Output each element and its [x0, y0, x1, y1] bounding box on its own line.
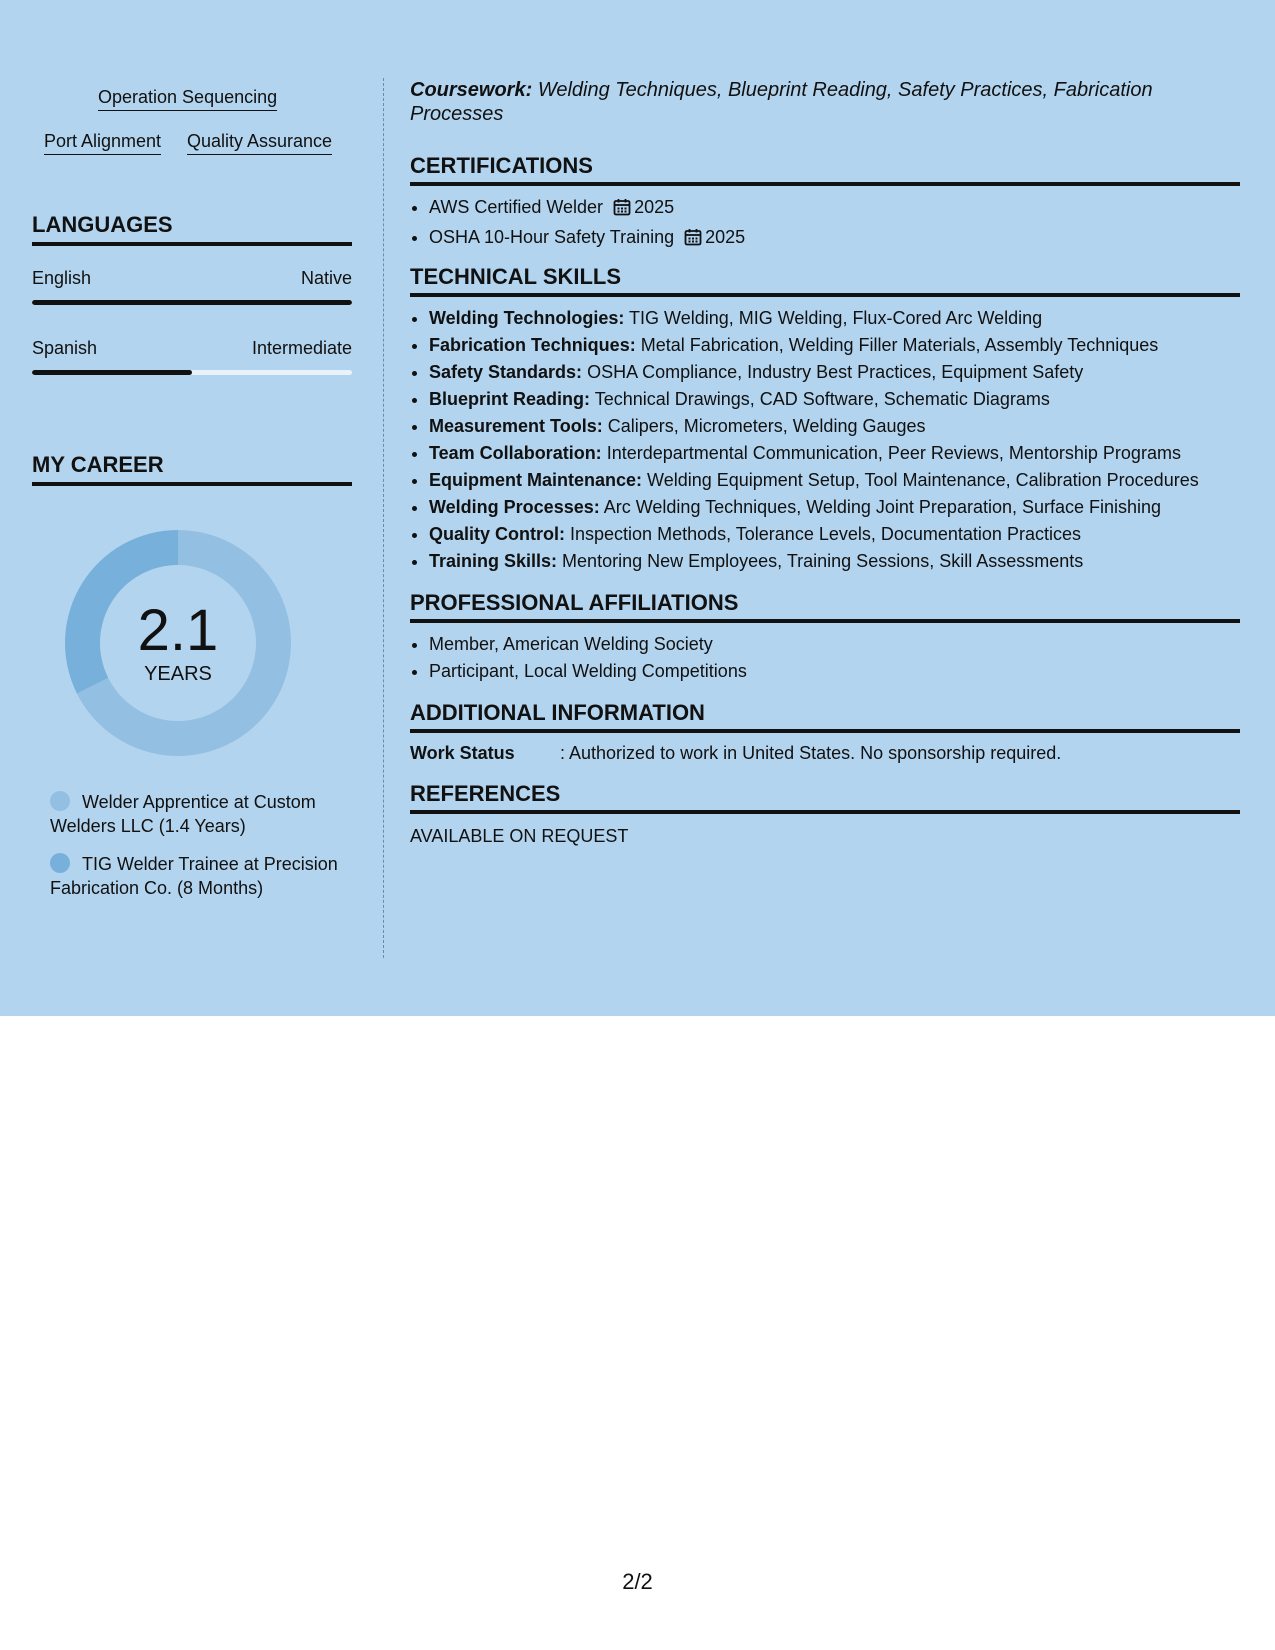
career-item	[50, 790, 340, 838]
career-dot-icon	[50, 853, 70, 873]
affiliations-section	[410, 590, 1240, 685]
skill-tag: Port Alignment	[44, 129, 161, 155]
skill-values: Arc Welding Techniques, Welding Joint Preparation, Surface Finishing	[603, 497, 1162, 517]
certification-name: OSHA 10-Hour Safety Training	[429, 227, 675, 247]
main-content	[410, 78, 1240, 846]
certifications-heading: CERTIFICATIONS	[410, 153, 1240, 186]
technical-skill-item	[429, 521, 1240, 548]
affiliations-list	[410, 631, 1240, 685]
technical-skill-item	[429, 494, 1240, 521]
skill-values: TIG Welding, MIG Welding, Flux-Cored Arc Welding	[629, 308, 1043, 328]
calendar-icon	[613, 197, 631, 224]
references-section	[410, 781, 1240, 848]
coursework	[410, 78, 1240, 126]
work-status-label: Work Status	[410, 743, 515, 763]
skill-values: Welding Equipment Setup, Tool Maintenance, Calibration Procedures	[647, 470, 1199, 490]
skill-category: Welding Technologies:	[429, 308, 625, 328]
skill-values: Interdepartmental Communication, Peer Reviews, Mentorship Programs	[606, 443, 1181, 463]
column-divider	[383, 78, 384, 958]
career-total-unit: YEARS	[144, 663, 212, 685]
career-donut-chart	[65, 530, 291, 756]
career-total-number: 2.1	[137, 598, 219, 663]
language-row	[32, 266, 352, 290]
technical-skill-item	[429, 332, 1240, 359]
technical-skill-item	[429, 305, 1240, 332]
technical-skill-item	[429, 359, 1240, 386]
coursework-text: Welding Techniques, Blueprint Reading, Safety Practices, Fabrication Processes	[410, 79, 1153, 125]
technical-skill-item	[429, 440, 1240, 467]
skill-values: OSHA Compliance, Industry Best Practices, Equipment Safety	[587, 362, 1084, 382]
career-heading: MY CAREER	[32, 452, 352, 486]
page-number: 2/2	[622, 1569, 653, 1594]
work-status-row	[410, 741, 1240, 765]
career-total	[65, 530, 291, 756]
skill-values: Inspection Methods, Tolerance Levels, Documentation Practices	[570, 524, 1081, 544]
additional-info-heading: ADDITIONAL INFORMATION	[410, 700, 1240, 733]
certification-item	[429, 194, 1240, 224]
technical-skill-item	[429, 413, 1240, 440]
language-row	[32, 336, 352, 360]
skill-values: Technical Drawings, CAD Software, Schematic Diagrams	[594, 389, 1050, 409]
language-name: English	[32, 268, 92, 288]
skill-category: Fabrication Techniques:	[429, 335, 636, 355]
skill-category: Blueprint Reading:	[429, 389, 590, 409]
certifications-section	[410, 153, 1240, 254]
certification-year: 2025	[634, 197, 675, 217]
language-proficiency-fill	[32, 370, 192, 375]
technical-skills-section	[410, 264, 1240, 575]
skill-tag: Operation Sequencing	[98, 85, 277, 111]
skill-category: Safety Standards:	[429, 362, 583, 382]
career-item-text: TIG Welder Trainee at Precision Fabrication Co. (8 Months)	[50, 854, 338, 898]
skill-category: Welding Processes:	[429, 497, 600, 517]
language-level: Native	[300, 268, 352, 288]
skill-values: Calipers, Micrometers, Welding Gauges	[607, 416, 926, 436]
career-dot-icon	[50, 791, 70, 811]
skill-category: Team Collaboration:	[429, 443, 602, 463]
skill-category: Training Skills:	[429, 551, 558, 571]
career-item-text: Welder Apprentice at Custom Welders LLC (1.4 Years)	[50, 792, 316, 836]
references-text: AVAILABLE ON REQUEST	[410, 826, 629, 846]
language-proficiency-fill	[32, 300, 352, 305]
affiliation-item: • Participant, Local Welding Competitions	[429, 658, 1240, 685]
certifications-list	[410, 194, 1240, 254]
certification-name: AWS Certified Welder	[429, 197, 604, 217]
additional-info-section	[410, 700, 1240, 765]
technical-skill-item	[429, 386, 1240, 413]
technical-skills-list	[410, 305, 1240, 575]
certification-item	[429, 224, 1240, 254]
calendar-icon	[684, 227, 702, 254]
languages-heading: LANGUAGES	[32, 212, 352, 246]
career-item	[50, 852, 340, 900]
technical-skill-item	[429, 467, 1240, 494]
work-status-value: : Authorized to work in United States. No sponsorship required.	[560, 743, 1062, 763]
references-heading: REFERENCES	[410, 781, 1240, 814]
skill-category: Measurement Tools:	[429, 416, 603, 436]
language-proficiency-bar	[32, 370, 352, 375]
skill-values: Mentoring New Employees, Training Sessions, Skill Assessments	[562, 551, 1084, 571]
language-name: Spanish	[32, 338, 98, 358]
technical-skill-item	[429, 548, 1240, 575]
technical-skills-heading: TECHNICAL SKILLS	[410, 264, 1240, 297]
language-level: Intermediate	[251, 338, 352, 358]
affiliation-item: • Member, American Welding Society	[429, 631, 1240, 658]
skill-tag: Quality Assurance	[187, 129, 332, 155]
coursework-label: Coursework:	[410, 79, 533, 101]
affiliations-heading: PROFESSIONAL AFFILIATIONS	[410, 590, 1240, 623]
skill-values: Metal Fabrication, Welding Filler Materials, Assembly Techniques	[640, 335, 1159, 355]
skill-category: Quality Control:	[429, 524, 565, 544]
certification-year: 2025	[705, 227, 746, 247]
language-proficiency-bar	[32, 300, 352, 305]
skill-category: Equipment Maintenance:	[429, 470, 643, 490]
